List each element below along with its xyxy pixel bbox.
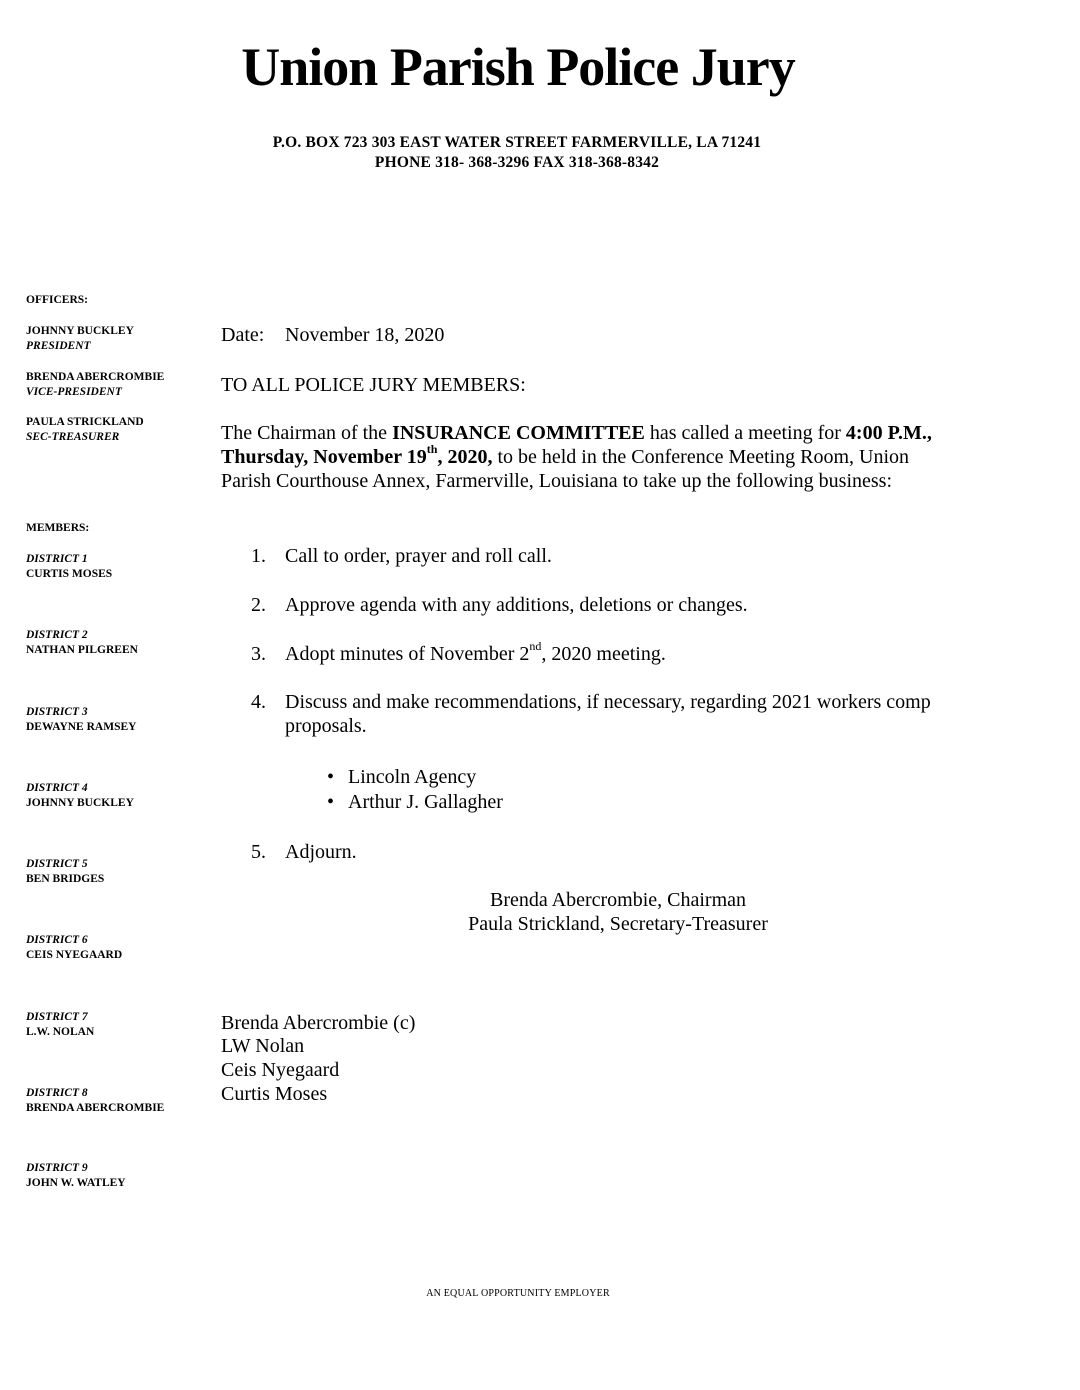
officer-name: JOHNNY BUCKLEY	[26, 325, 134, 337]
member-name: CEIS NYEGAARD	[26, 949, 123, 961]
member-district: DISTRICT 2	[26, 629, 88, 641]
member-name: DEWAYNE RAMSEY	[26, 721, 137, 733]
member-name: JOHN W. WATLEY	[26, 1177, 126, 1189]
member-entry	[26, 552, 216, 582]
member-district: DISTRICT 4	[26, 782, 88, 794]
members-heading: MEMBERS:	[26, 522, 90, 534]
member-entry	[26, 1086, 216, 1116]
member-entry	[26, 781, 216, 811]
member-name: L.W. NOLAN	[26, 1026, 95, 1038]
officer-name: BRENDA ABERCROMBIE	[26, 371, 165, 383]
date-value: November 18, 2020	[285, 324, 445, 346]
member-district: DISTRICT 9	[26, 1162, 88, 1174]
agenda-item: Discuss and make recommendations, if necessary, regarding 2021 workers comp proposals.	[285, 691, 931, 737]
officers-heading: OFFICERS:	[26, 294, 88, 306]
letterhead-phone: PHONE 318- 368-3296 FAX 318-368-8342	[374, 154, 660, 171]
member-name: CURTIS MOSES	[26, 568, 113, 580]
committee-name: INSURANCE COMMITTEE	[392, 422, 645, 444]
notice-text: has called a meeting for	[644, 422, 846, 444]
notice-text: to be held in the Conference Meeting Room, Union Parish Courthouse Annex, Farmerville, Louisiana to take up the following business:	[221, 446, 910, 492]
salutation: TO ALL POLICE JURY MEMBERS:	[221, 374, 526, 396]
meeting-time: 4:00 P.M., Thursday, November 19th, 2020,	[221, 422, 932, 468]
officer-role: PRESIDENT	[26, 340, 91, 352]
officer-role: SEC-TREASURER	[26, 431, 120, 443]
committee-member: Ceis Nyegaard	[221, 1059, 340, 1081]
member-entry	[26, 628, 216, 658]
bullet-icon: •	[327, 766, 335, 788]
officer-entry	[26, 415, 216, 445]
member-entry	[26, 1161, 216, 1191]
officer-role: VICE-PRESIDENT	[26, 386, 122, 398]
member-district: DISTRICT 6	[26, 934, 88, 946]
signature-chairman: Brenda Abercrombie, Chairman	[489, 889, 747, 911]
agenda-item: Adopt minutes of November 2nd, 2020 meeting.	[285, 639, 666, 665]
notice-text: The Chairman of the	[221, 422, 393, 444]
member-district: DISTRICT 8	[26, 1087, 88, 1099]
agenda-item: Call to order, prayer and roll call.	[285, 545, 552, 567]
member-district: DISTRICT 5	[26, 858, 88, 870]
committee-member: Brenda Abercrombie (c)	[221, 1012, 416, 1034]
agenda-number: 2.	[251, 594, 266, 616]
meeting-notice-paragraph	[221, 421, 961, 493]
agenda-number: 5.	[251, 841, 266, 863]
proposal-item: Arthur J. Gallagher	[348, 791, 503, 813]
date-label: Date:	[221, 324, 265, 346]
agenda-item: Adjourn.	[285, 841, 357, 863]
agenda-number: 4.	[251, 691, 266, 713]
proposal-item: Lincoln Agency	[348, 766, 477, 788]
officer-entry	[26, 370, 216, 400]
agenda-item: Approve agenda with any additions, deletions or changes.	[285, 594, 748, 616]
agenda-number: 3.	[251, 643, 266, 665]
member-entry	[26, 857, 216, 887]
letterhead-title: Union Parish Police Jury	[241, 37, 795, 97]
committee-member: LW Nolan	[221, 1035, 305, 1057]
member-district: DISTRICT 7	[26, 1011, 88, 1023]
member-name: BRENDA ABERCROMBIE	[26, 1102, 165, 1114]
officer-entry	[26, 324, 216, 354]
committee-member: Curtis Moses	[221, 1083, 328, 1105]
agenda-number: 1.	[251, 545, 266, 567]
letterhead-address: P.O. BOX 723 303 EAST WATER STREET FARMERVILLE, LA 71241	[272, 134, 762, 151]
member-name: NATHAN PILGREEN	[26, 644, 138, 656]
member-district: DISTRICT 3	[26, 706, 88, 718]
officer-name: PAULA STRICKLAND	[26, 416, 144, 428]
member-entry	[26, 1010, 216, 1040]
signature-secretary: Paula Strickland, Secretary-Treasurer	[468, 913, 768, 935]
member-name: JOHNNY BUCKLEY	[26, 797, 134, 809]
member-entry	[26, 705, 216, 735]
bullet-icon: •	[327, 791, 335, 813]
member-district: DISTRICT 1	[26, 553, 88, 565]
footer-note: AN EQUAL OPPORTUNITY EMPLOYER	[426, 1288, 610, 1299]
member-entry	[26, 933, 216, 963]
member-name: BEN BRIDGES	[26, 873, 105, 885]
